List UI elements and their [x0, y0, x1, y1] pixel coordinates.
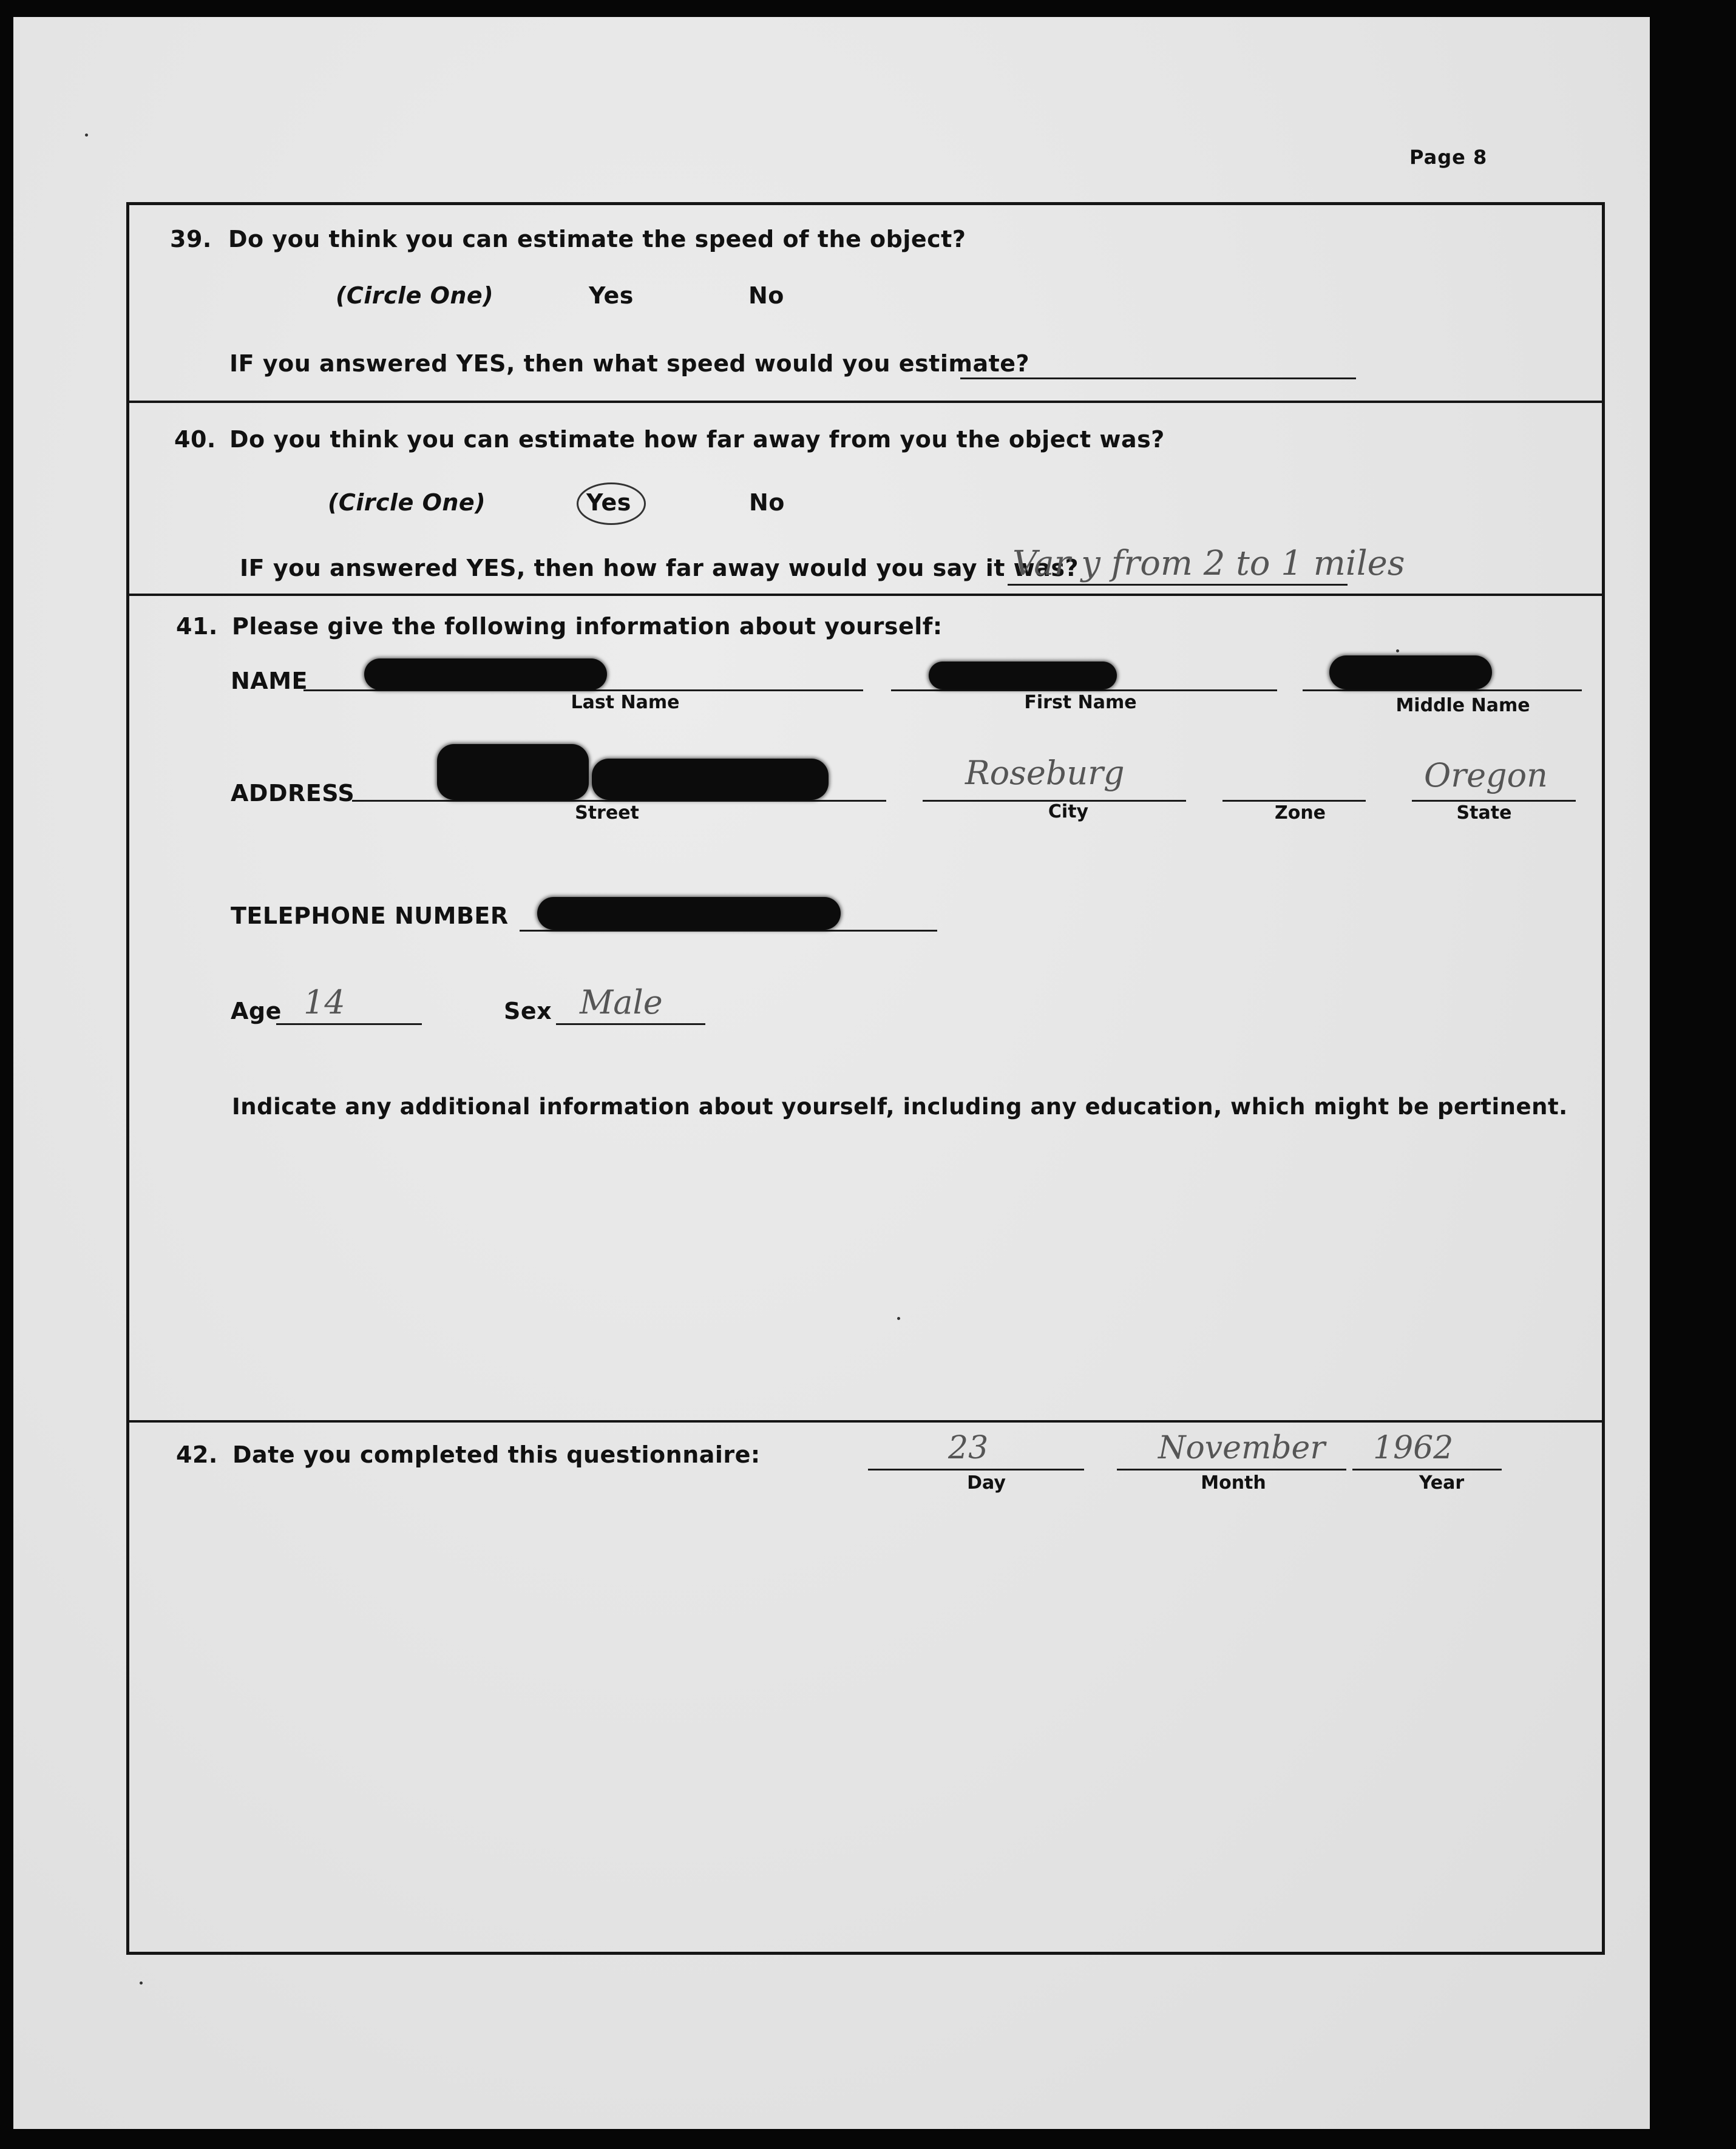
- q39-number: 39.: [170, 226, 212, 252]
- redacted-first-name: [929, 662, 1117, 689]
- age-line[interactable]: [276, 1023, 422, 1025]
- scan-speck: [897, 1317, 900, 1320]
- city-caption: City: [1048, 801, 1089, 822]
- q40-number: 40.: [174, 426, 216, 453]
- state-line[interactable]: [1412, 800, 1576, 802]
- first-name-caption: First Name: [1024, 692, 1137, 713]
- q39-yes-option[interactable]: Yes: [589, 282, 634, 309]
- sex-value: Male: [580, 983, 663, 1021]
- year-caption: Year: [1419, 1472, 1465, 1494]
- zone-line[interactable]: [1222, 800, 1366, 802]
- divider-41-42: [126, 1420, 1605, 1423]
- middle-name-caption: Middle Name: [1395, 695, 1530, 716]
- sex-label: Sex: [504, 998, 552, 1024]
- divider-40-41: [126, 594, 1605, 596]
- month-value: November: [1158, 1430, 1326, 1466]
- q41-question: Please give the following information about yourself:: [232, 613, 943, 640]
- street-line[interactable]: [352, 800, 886, 802]
- q39-speed-answer-line[interactable]: [960, 377, 1356, 379]
- redacted-middle-name: [1329, 655, 1492, 689]
- additional-info-prompt: Indicate any additional information about yourself, including any education, which might be pertinent.: [232, 1094, 1568, 1120]
- q42-number: 42.: [176, 1441, 218, 1468]
- scan-speck: [140, 1981, 143, 1985]
- month-caption: Month: [1201, 1472, 1266, 1494]
- q42-question: Date you completed this questionnaire:: [232, 1441, 761, 1468]
- age-label: Age: [231, 998, 282, 1024]
- telephone-line[interactable]: [520, 930, 937, 932]
- zone-caption: Zone: [1274, 802, 1326, 824]
- day-line[interactable]: [868, 1469, 1084, 1470]
- last-name-caption: Last Name: [571, 692, 680, 713]
- address-label: ADDRESS: [231, 780, 355, 807]
- age-value: 14: [303, 983, 345, 1021]
- q40-no-option[interactable]: No: [749, 489, 785, 516]
- year-value: 1962: [1373, 1430, 1454, 1466]
- day-value: 23: [948, 1430, 989, 1466]
- q40-distance-answer: Var y from 2 to 1 miles: [1012, 544, 1405, 583]
- divider-39-40: [126, 401, 1605, 403]
- q40-yes-option[interactable]: Yes: [586, 489, 631, 516]
- page-number: Page 8: [1409, 146, 1488, 169]
- street-caption: Street: [575, 802, 639, 824]
- form-frame: [126, 202, 1605, 1955]
- q40-followup: IF you answered YES, then how far away would you say it was?: [240, 555, 1079, 581]
- scan-speck: [1396, 649, 1399, 652]
- day-caption: Day: [967, 1472, 1006, 1494]
- name-label: NAME: [231, 668, 308, 694]
- q39-question: Do you think you can estimate the speed of the object?: [228, 226, 966, 252]
- q40-circle-label: (Circle One): [328, 489, 486, 516]
- q40-distance-answer-line[interactable]: [1008, 584, 1348, 586]
- year-line[interactable]: [1352, 1469, 1502, 1470]
- first-name-line[interactable]: [891, 689, 1277, 691]
- q39-followup: IF you answered YES, then what speed would you estimate?: [229, 350, 1030, 377]
- q39-no-option[interactable]: No: [748, 282, 784, 309]
- state-caption: State: [1456, 802, 1512, 824]
- redacted-street-2: [592, 759, 829, 800]
- city-value: Roseburg: [965, 754, 1125, 792]
- scan-speck: [85, 134, 88, 137]
- sex-line[interactable]: [556, 1023, 705, 1025]
- middle-name-line[interactable]: [1303, 689, 1582, 691]
- redacted-last-name: [364, 658, 607, 690]
- q40-question: Do you think you can estimate how far away from you the object was?: [229, 426, 1165, 453]
- redacted-telephone: [537, 897, 841, 930]
- q39-circle-label: (Circle One): [336, 282, 494, 309]
- state-value: Oregon: [1424, 756, 1548, 794]
- telephone-label: TELEPHONE NUMBER: [231, 902, 509, 929]
- month-line[interactable]: [1117, 1469, 1346, 1470]
- redacted-street-1: [437, 744, 589, 800]
- q40-yes-circle-mark: [577, 482, 646, 525]
- q41-number: 41.: [176, 613, 218, 640]
